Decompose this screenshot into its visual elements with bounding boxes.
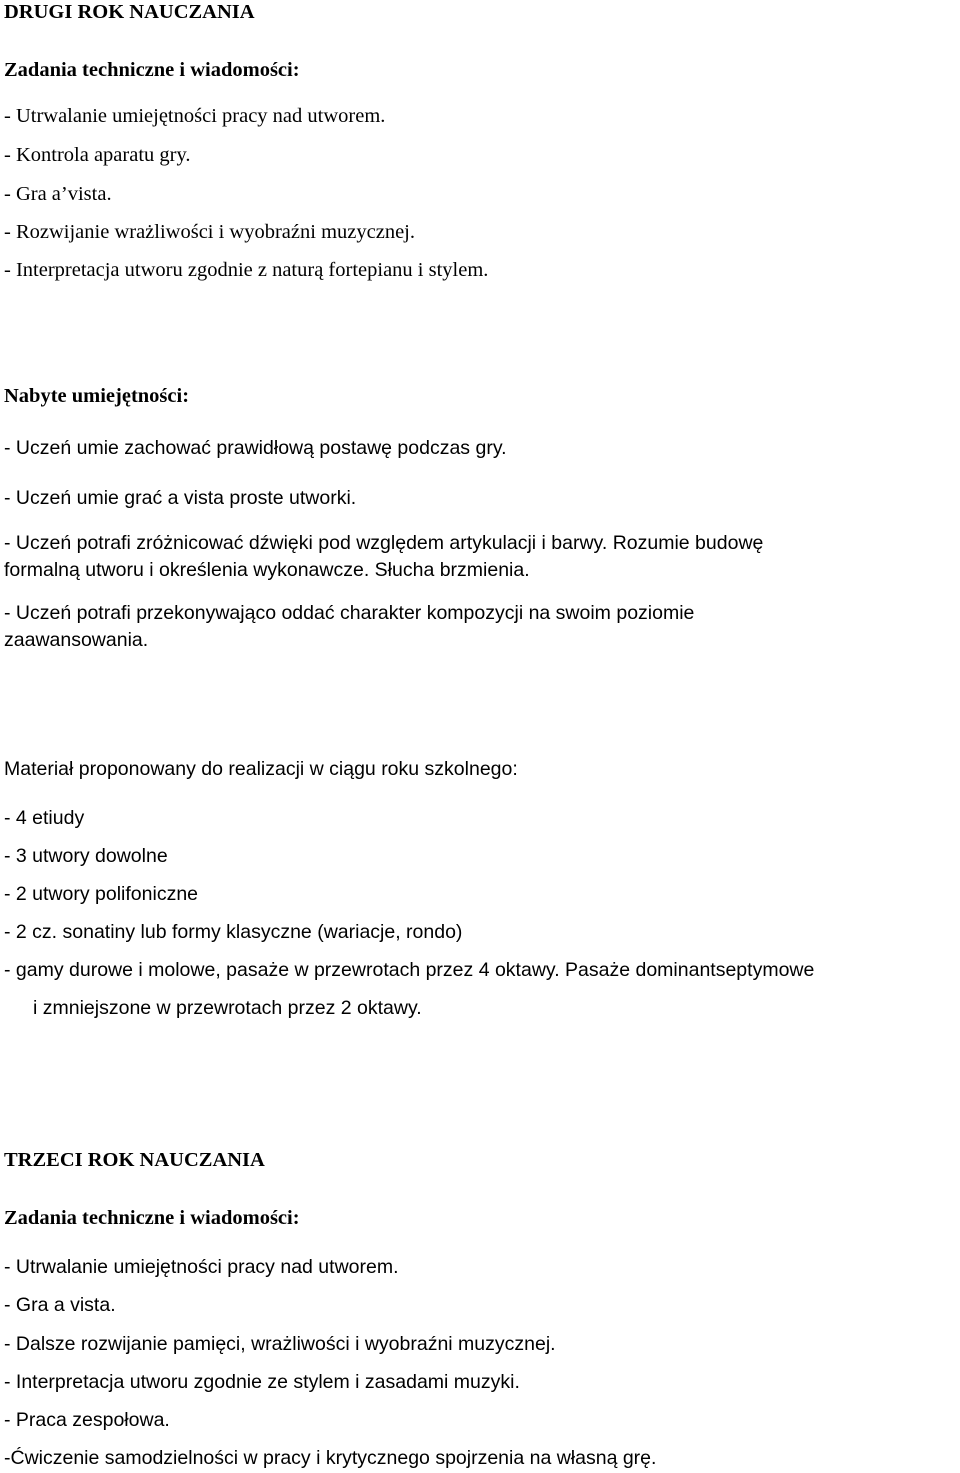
year2-material-item: - 2 utwory polifoniczne (4, 883, 199, 905)
year2-task-item: - Rozwijanie wrażliwości i wyobraźni muzycznej. (4, 221, 415, 243)
year2-material-item: - 3 utwory dowolne (4, 845, 168, 867)
year3-tasks-title: Zadania techniczne i wiadomości: (4, 1207, 300, 1229)
year2-material-item: - gamy durowe i molowe, pasaże w przewrotach przez 4 oktawy. Pasaże dominantseptymowe (4, 959, 815, 981)
year3-task-item: - Gra a vista. (4, 1294, 116, 1316)
year2-skill-item: - Uczeń umie zachować prawidłową postawę podczas gry. (4, 437, 507, 459)
year2-tasks-title: Zadania techniczne i wiadomości: (4, 59, 300, 81)
year2-task-item: - Interpretacja utworu zgodnie z naturą fortepianu i stylem. (4, 259, 489, 281)
year2-material-title: Materiał proponowany do realizacji w ciągu roku szkolnego: (4, 758, 518, 780)
year2-material-item: - 2 cz. sonatiny lub formy klasyczne (wariacje, rondo) (4, 921, 463, 943)
year2-material-item: i zmniejszone w przewrotach przez 2 oktawy. (33, 997, 422, 1019)
year2-skill-item: - Uczeń umie grać a vista proste utworki. (4, 487, 357, 509)
year3-task-item: -Ćwiczenie samodzielności w pracy i krytycznego spojrzenia na własną grę. (4, 1447, 657, 1469)
year2-task-item: - Gra a’vista. (4, 183, 112, 205)
year3-task-item: - Praca zespołowa. (4, 1409, 170, 1431)
year2-skill-item: zaawansowania. (4, 629, 149, 651)
year3-heading: TRZECI ROK NAUCZANIA (4, 1149, 265, 1171)
year2-skills-title: Nabyte umiejętności: (4, 385, 190, 407)
year2-skill-item: - Uczeń potrafi zróżnicować dźwięki pod względem artykulacji i barwy. Rozumie budowę (4, 532, 764, 554)
year3-task-item: - Dalsze rozwijanie pamięci, wrażliwości i wyobraźni muzycznej. (4, 1333, 556, 1355)
year2-material-item: - 4 etiudy (4, 807, 85, 829)
year3-task-item: - Interpretacja utworu zgodnie ze stylem i zasadami muzyki. (4, 1371, 520, 1393)
year3-task-item: - Utrwalanie umiejętności pracy nad utworem. (4, 1256, 399, 1278)
year2-task-item: - Utrwalanie umiejętności pracy nad utworem. (4, 105, 386, 127)
year2-task-item: - Kontrola aparatu gry. (4, 144, 191, 166)
year2-heading: DRUGI ROK NAUCZANIA (4, 1, 255, 23)
year2-skill-item: - Uczeń potrafi przekonywająco oddać charakter kompozycji na swoim poziomie (4, 602, 695, 624)
year2-skill-item: formalną utworu i określenia wykonawcze. Słucha brzmienia. (4, 559, 530, 581)
